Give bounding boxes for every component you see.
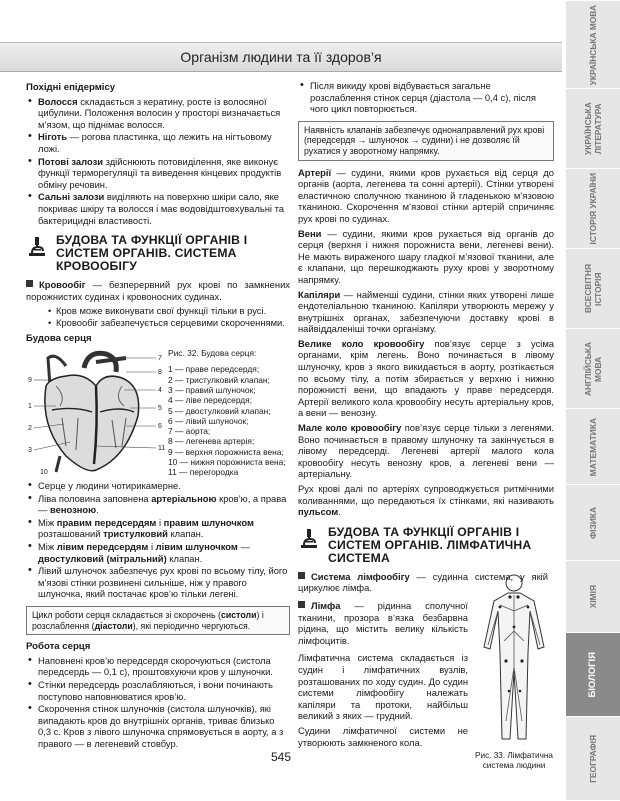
legend-item: 1 — праве передсердя; — [168, 364, 260, 375]
tab-chemistry[interactable]: ХІМІЯ — [566, 560, 620, 633]
lymph-def: Лімфа — рідинна сполучної тканини, прозора в’язка безбарвна рідина, що містить велику кількість лімфоцитів. — [298, 599, 468, 646]
marker-9: 9 — [28, 377, 32, 385]
list-item: • Серце у людини чотирикамерне. — [38, 480, 290, 492]
fig32-caption: Рис. 32. Будова серця: — [168, 348, 257, 359]
vessel-arteries: Артерії — судини, якими кров рухається від серця до органів (аорта, легенева та сонні артерії). Стінки утворені еластичною сполучною тканиною й гладенькою м’язовою тканиною. Скорочення м’язової стінки артерій спричиняє рух крові по судинах. — [298, 166, 554, 224]
marker-11: 11 — [158, 445, 166, 453]
legend-item: 4 — ліве передсердя; — [168, 395, 253, 406]
work-title: Робота серця — [26, 641, 91, 653]
marker-8: 8 — [158, 369, 162, 377]
list-item: • Після викиду крові відбувається загальне розслаблення стінок серця (діастола — 0,4 с), після чого цикл повторюється. — [310, 80, 554, 115]
list-item: • Потові залози здійснюють потовиділення, яке виконує функції терморегуляції та виведення кінцевих продуктів обміну речовин. — [38, 156, 290, 191]
list-item: • Між лівим передсердям і лівим шлуночком — двостулковий (мітральний) клапан. — [38, 541, 290, 564]
marker-5: 5 — [158, 405, 162, 413]
tab-physics[interactable]: ФІЗИКА — [566, 484, 620, 561]
great-circulation: Велике коло кровообігу пов’язує серце з усіма органами, крім легень. Воно починається в лівому шлуночку, кров з якого викидається в аорту, розтікається по всьому тілу, а потім збирається у верхню і нижню порожнисті вени, що впадають у праве передсердя. Артерії великого кола кровообігу несуть артеріальну кров, а вени — венозну. — [298, 337, 554, 419]
list-item: • Ніготь — рогова пластинка, що лежить на нігтьовому ложі. — [38, 131, 290, 154]
work-list — [26, 655, 290, 750]
subject-sidebar — [566, 0, 620, 800]
marker-4: 4 — [158, 387, 162, 395]
tab-english[interactable]: АНГЛІЙСЬКА МОВА — [566, 328, 620, 409]
page-number: 545 — [270, 750, 292, 764]
heart-list — [26, 480, 290, 600]
header-title: Організм людини та її здоров’я — [180, 49, 382, 65]
lymph-system-def: Система лімфообігу — судинна система, у якій циркулює лімфа. — [298, 570, 548, 594]
microscope-icon — [26, 234, 50, 258]
marker-7: 7 — [158, 355, 162, 363]
marker-6: 6 — [158, 423, 162, 431]
right-column — [298, 80, 555, 770]
legend-item: 11 — перегородка — [168, 467, 239, 478]
fig32-legend — [168, 348, 286, 478]
list-item: • Скорочення стінок шлуночків (систола шлуночків), які випадають кров до внутрішніх органів, триває близько 0,3 с. Кров з лівого шлуночка спрямовується в аорту, а з правого — в легеневий стовбур. — [38, 703, 290, 749]
page-header — [0, 42, 562, 72]
lymph-paragraph: Судини лімфатичної системи не утворюють замкненого кола. — [298, 724, 468, 748]
legend-item: 9 — верхня порожниста вена; — [168, 446, 284, 457]
marker-1: 1 — [28, 403, 32, 411]
krov-dot: • Кров може виконувати свої функції тільки в русі. — [26, 305, 290, 317]
lymph-paragraph: Лімфатична система складається із судин і лімфатичних вузлів, розташованих по ходу судин. До судин системи лімфообігу належать капіляри та протоки, найбільш великий з яких — грудний. — [298, 652, 468, 722]
marker-2: 2 — [28, 425, 32, 433]
legend-item: 7 — аорта; — [168, 426, 211, 437]
list-item: • Стінки передсердь розслабляються, і вони починають поступово наповнюватися кров’ю. — [38, 679, 290, 702]
vessel-veins: Вени — судини, якими кров рухається від органів до серця (верхня і нижня порожниста вени, легеневі вени). Не мають вираженого шару гладкої м’язової тканини, але є клапани, що перешкоджають руху крові у зворотному напрямку. — [298, 227, 554, 285]
heart-title: Будова серця — [26, 332, 92, 344]
pulse-paragraph: Рух крові далі по артеріях супроводжується ритмічними коливаннями, що передаються їх стінками, які називають пульсом. — [298, 483, 554, 518]
list-item: • Ліва половина заповнена артеріальною кров’ю, а права — венозною. — [38, 493, 290, 516]
marker-3: 3 — [28, 447, 32, 455]
microscope-icon — [298, 526, 322, 550]
epid-list — [26, 96, 290, 227]
tab-ukrainian-literature[interactable]: УКРАЇНСЬКА ЛІТЕРАТУРА — [566, 88, 620, 169]
krov-definition: Кровообіг — безперервний рух крові по замкнених порожнистих судинах і кровоносних судинах. — [26, 279, 290, 302]
lymph-block — [298, 570, 554, 770]
legend-item: 5 — двостулковий клапан; — [168, 405, 271, 416]
epid-title: Похідні епідермісу — [26, 82, 116, 93]
legend-item: 10 — нижня порожниста вена; — [168, 457, 286, 468]
legend-item: 8 — легенева артерія; — [168, 436, 255, 447]
tab-geography[interactable]: ГЕОГРАФІЯ — [566, 716, 620, 801]
cycle-continued — [298, 80, 554, 115]
tab-biology[interactable]: БІОЛОГІЯ — [566, 632, 620, 717]
legend-item: 6 — лівий шлуночок; — [168, 415, 249, 426]
small-circulation: Мале коло кровообігу пов’язує серце тільки з легенями. Воно починається в правому шлуночку та закінчується в лівому передсерді. Легеневі артерії малого кола кровообігу несуть венозну кров, а легеневі вени — артеріальну. — [298, 422, 555, 480]
section-title: БУДОВА ТА ФУНКЦІЇ ОРГАНІВ І СИСТЕМ ОРГАНІВ. СИСТЕМА КРОВООБІГУ — [56, 233, 248, 274]
list-item: • Сальні залози виділяють на поверхню шкіри сало, яке покриває шкіру та волосся і має водовідштовхувальні та бактерицидні властивості. — [38, 191, 290, 226]
fig33-caption: Рис. 33. Лімфатична система людини — [475, 750, 553, 770]
valve-note: Наявність клапанів забезпечує однонаправлений рух крові (передсердя → шлуночок → судини) і не дозволяє їй рухатися у зворотному напрямку. — [298, 121, 554, 161]
section-blood-heading — [26, 234, 290, 273]
section-title: БУДОВА ТА ФУНКЦІЇ ОРГАНІВ І СИСТЕМ ОРГАНІВ. ЛІМФАТИЧНА СИСТЕМА — [328, 524, 532, 565]
legend-item: 2 — тристулковий клапан; — [168, 374, 270, 385]
lymph-figure — [476, 571, 552, 749]
list-item: • Між правим передсердям і правим шлуночком розташований тристулковий клапан. — [38, 517, 290, 540]
heart-diagram — [26, 346, 166, 478]
cycle-note: Цикл роботи серця складається зі скорочень (систоли) і розслаблення (діастоли), які періодично чергуються. — [26, 606, 290, 635]
list-item: • Лівий шлуночок забезпечує рух крові по всьому тілу, його м’язові стінки розвинені сильніше, ніж у правого шлуночка, який постачає кров’ю тільки легені. — [38, 565, 290, 600]
left-column — [26, 80, 290, 751]
tab-math[interactable]: МАТЕМАТИКА — [566, 408, 620, 485]
tab-world-history[interactable]: ВСЕСВІТНЯ ІСТОРІЯ — [566, 248, 620, 329]
krov-dot: • Кровообіг забезпечується серцевими скороченнями. — [26, 317, 290, 329]
list-item: • Наповнені кров’ю передсердя скорочуються (систола передсердь — 0,1 с), проштовхуючи кров у шлуночки. — [38, 655, 290, 678]
tab-history-ukraine[interactable]: ІСТОРІЯ УКРАЇНИ — [566, 168, 620, 249]
legend-item: 3 — правий шлуночок; — [168, 384, 256, 395]
section-lymph-heading — [298, 526, 554, 565]
tab-ukrainian-language[interactable]: УКРАЇНСЬКА МОВА — [566, 0, 620, 89]
vessel-capillaries: Капіляри — найменші судини, стінки яких утворені лише ендотеліальною тканиною. Капіляри утворюють мережу у внутрішніх органах, забезпечуючи доставку крові в найвіддаленіші точки організму. — [298, 288, 554, 335]
figure-32 — [26, 346, 290, 480]
marker-10: 10 — [40, 469, 48, 477]
list-item: • Волосся складається з кератину, росте із волосяної цибулини. Положення волосин у просторі визначається м’язом, що піднімає волосся. — [38, 96, 290, 131]
